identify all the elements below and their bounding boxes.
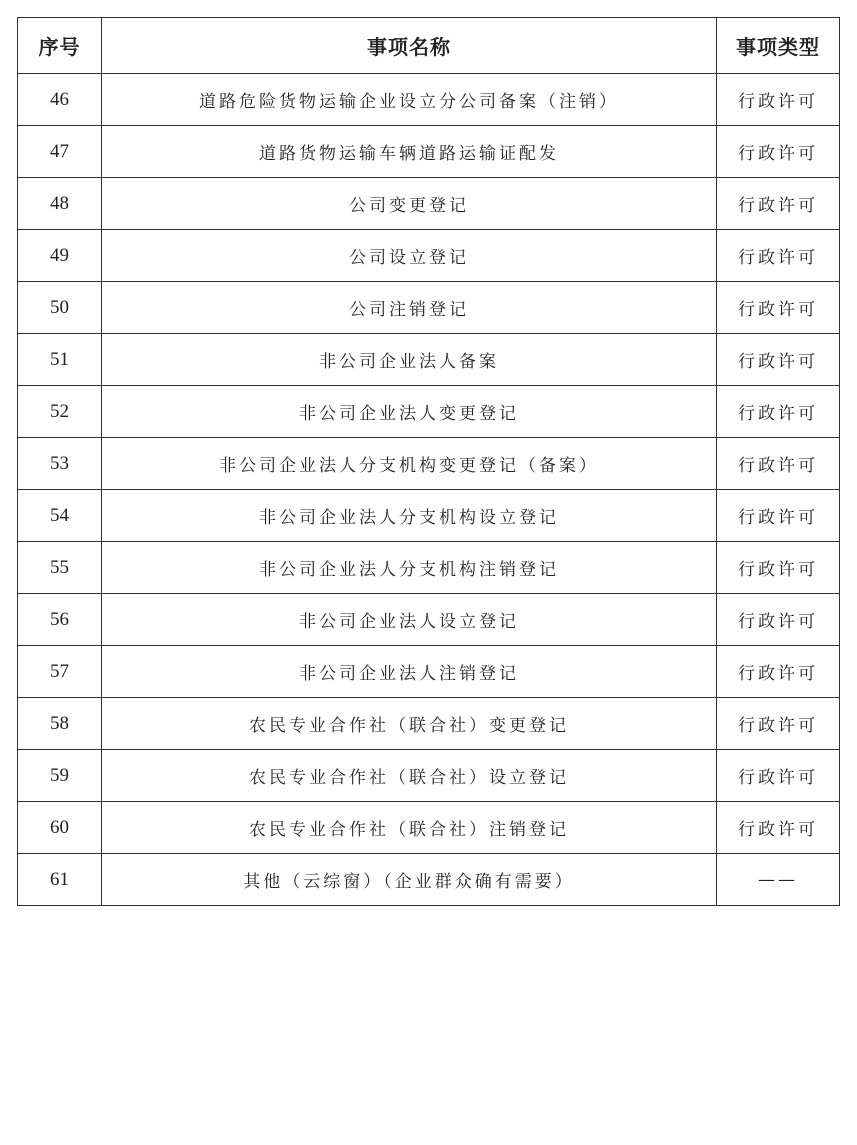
row-matter-name: 非公司企业法人设立登记	[102, 594, 717, 646]
row-matter-name: 公司注销登记	[102, 282, 717, 334]
row-matter-name: 非公司企业法人分支机构注销登记	[102, 542, 717, 594]
row-number: 58	[18, 698, 102, 750]
row-matter-name: 其他（云综窗）（企业群众确有需要）	[102, 854, 717, 906]
row-number: 49	[18, 230, 102, 282]
table-row	[18, 74, 840, 126]
row-matter-type: 行政许可	[717, 438, 840, 490]
row-matter-type: 行政许可	[717, 386, 840, 438]
table-row	[18, 698, 840, 750]
row-matter-type: 行政许可	[717, 698, 840, 750]
row-matter-name: 非公司企业法人分支机构设立登记	[102, 490, 717, 542]
row-matter-type: 行政许可	[717, 230, 840, 282]
row-number: 59	[18, 750, 102, 802]
row-matter-name: 公司设立登记	[102, 230, 717, 282]
row-matter-name: 非公司企业法人备案	[102, 334, 717, 386]
table-row	[18, 490, 840, 542]
row-number: 53	[18, 438, 102, 490]
row-matter-type: 行政许可	[717, 646, 840, 698]
table-row	[18, 282, 840, 334]
table-row	[18, 230, 840, 282]
row-matter-type: ——	[717, 854, 840, 906]
row-matter-name: 公司变更登记	[102, 178, 717, 230]
row-matter-type: 行政许可	[717, 282, 840, 334]
row-number: 46	[18, 74, 102, 126]
table-row	[18, 802, 840, 854]
table-row	[18, 594, 840, 646]
table-row	[18, 646, 840, 698]
table-row	[18, 438, 840, 490]
matters-table	[17, 17, 840, 906]
row-number: 51	[18, 334, 102, 386]
row-matter-type: 行政许可	[717, 542, 840, 594]
row-matter-type: 行政许可	[717, 178, 840, 230]
header-serial-number: 序号	[18, 18, 102, 74]
header-matter-name: 事项名称	[102, 18, 717, 74]
row-number: 61	[18, 854, 102, 906]
row-number: 54	[18, 490, 102, 542]
row-matter-type: 行政许可	[717, 334, 840, 386]
row-number: 52	[18, 386, 102, 438]
row-matter-name: 农民专业合作社（联合社）注销登记	[102, 802, 717, 854]
table-row	[18, 854, 840, 906]
row-matter-name: 农民专业合作社（联合社）变更登记	[102, 698, 717, 750]
row-number: 47	[18, 126, 102, 178]
row-matter-type: 行政许可	[717, 490, 840, 542]
row-matter-type: 行政许可	[717, 594, 840, 646]
row-matter-name: 非公司企业法人分支机构变更登记（备案）	[102, 438, 717, 490]
row-matter-name: 农民专业合作社（联合社）设立登记	[102, 750, 717, 802]
table-header-row	[18, 18, 840, 74]
table-row	[18, 334, 840, 386]
row-matter-type: 行政许可	[717, 802, 840, 854]
row-matter-name: 非公司企业法人注销登记	[102, 646, 717, 698]
table-row	[18, 126, 840, 178]
row-number: 60	[18, 802, 102, 854]
row-number: 57	[18, 646, 102, 698]
row-number: 48	[18, 178, 102, 230]
row-matter-name: 道路货物运输车辆道路运输证配发	[102, 126, 717, 178]
row-number: 50	[18, 282, 102, 334]
table-row	[18, 178, 840, 230]
row-matter-type: 行政许可	[717, 74, 840, 126]
table-row	[18, 386, 840, 438]
row-matter-name: 道路危险货物运输企业设立分公司备案（注销）	[102, 74, 717, 126]
row-number: 55	[18, 542, 102, 594]
row-matter-name: 非公司企业法人变更登记	[102, 386, 717, 438]
row-matter-type: 行政许可	[717, 126, 840, 178]
row-number: 56	[18, 594, 102, 646]
table-row	[18, 750, 840, 802]
header-matter-type: 事项类型	[717, 18, 840, 74]
row-matter-type: 行政许可	[717, 750, 840, 802]
table-row	[18, 542, 840, 594]
